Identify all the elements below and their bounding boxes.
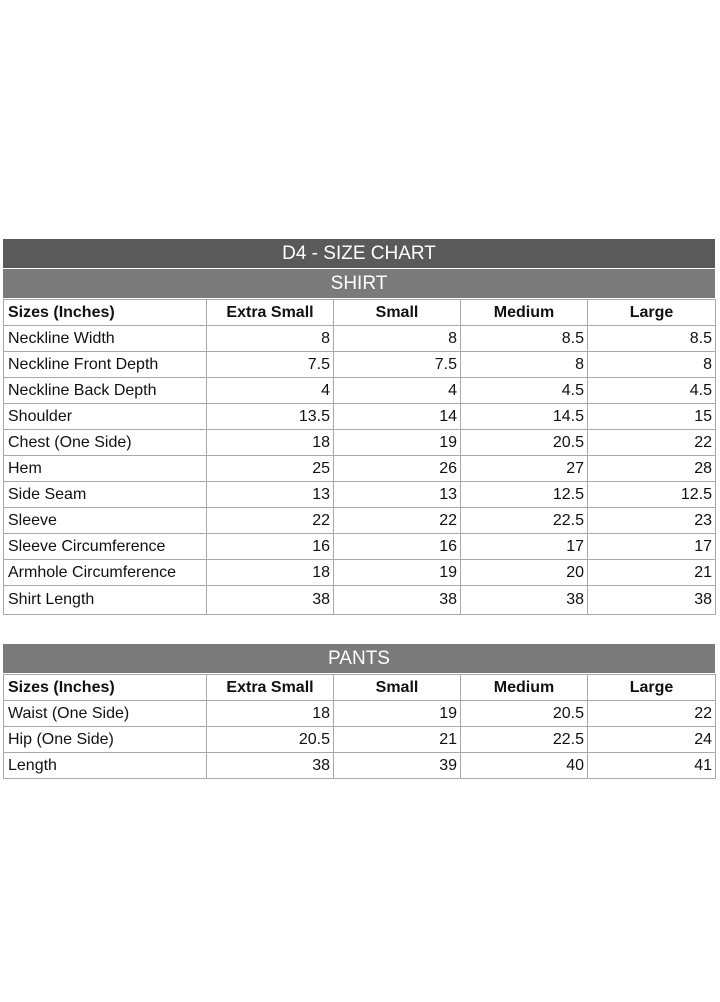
cell-value: 22.5 [461,508,588,534]
row-label: Hip (One Side) [4,727,207,753]
chart-title: D4 - SIZE CHART [3,239,715,269]
shirt-table [3,299,716,615]
cell-value: 24 [588,727,716,753]
cell-value: 4 [207,378,334,404]
table-row [4,456,716,482]
table-row [4,430,716,456]
table-row [4,482,716,508]
cell-value: 14 [334,404,461,430]
cell-value: 19 [334,430,461,456]
cell-value: 13.5 [207,404,334,430]
table-row [4,378,716,404]
cell-value: 18 [207,430,334,456]
cell-value: 17 [461,534,588,560]
pants-size-chart [3,644,715,779]
cell-value: 22 [588,430,716,456]
cell-value: 22.5 [461,727,588,753]
column-header-medium: Medium [461,300,588,326]
cell-value: 38 [207,753,334,779]
cell-value: 12.5 [588,482,716,508]
column-header-large: Large [588,300,716,326]
cell-value: 23 [588,508,716,534]
row-label: Neckline Back Depth [4,378,207,404]
row-label: Armhole Circumference [4,560,207,586]
cell-value: 38 [207,586,334,615]
table-row [4,508,716,534]
cell-value: 16 [207,534,334,560]
cell-value: 19 [334,560,461,586]
cell-value: 38 [588,586,716,615]
cell-value: 16 [334,534,461,560]
cell-value: 41 [588,753,716,779]
cell-value: 20 [461,560,588,586]
cell-value: 39 [334,753,461,779]
row-label: Sleeve Circumference [4,534,207,560]
cell-value: 20.5 [461,430,588,456]
row-label: Shirt Length [4,586,207,615]
pants-table [3,674,716,779]
cell-value: 7.5 [207,352,334,378]
cell-value: 28 [588,456,716,482]
column-header-sizes: Sizes (Inches) [4,675,207,701]
cell-value: 7.5 [334,352,461,378]
cell-value: 22 [588,701,716,727]
table-row [4,560,716,586]
cell-value: 8.5 [461,326,588,352]
cell-value: 8 [207,326,334,352]
row-label: Neckline Width [4,326,207,352]
cell-value: 8 [588,352,716,378]
cell-value: 8 [461,352,588,378]
row-label: Hem [4,456,207,482]
column-header-small: Small [334,300,461,326]
cell-value: 18 [207,560,334,586]
cell-value: 21 [334,727,461,753]
cell-value: 38 [334,586,461,615]
row-label: Length [4,753,207,779]
pants-section-heading: PANTS [3,644,715,674]
cell-value: 22 [334,508,461,534]
cell-value: 15 [588,404,716,430]
column-header-small: Small [334,675,461,701]
cell-value: 20.5 [207,727,334,753]
row-label: Chest (One Side) [4,430,207,456]
cell-value: 13 [334,482,461,508]
cell-value: 38 [461,586,588,615]
cell-value: 27 [461,456,588,482]
row-label: Waist (One Side) [4,701,207,727]
column-header-medium: Medium [461,675,588,701]
row-label: Shoulder [4,404,207,430]
cell-value: 26 [334,456,461,482]
cell-value: 21 [588,560,716,586]
cell-value: 22 [207,508,334,534]
shirt-size-chart [3,239,715,615]
shirt-section-heading: SHIRT [3,269,715,299]
row-label: Side Seam [4,482,207,508]
row-label: Neckline Front Depth [4,352,207,378]
table-row [4,753,716,779]
cell-value: 8.5 [588,326,716,352]
cell-value: 19 [334,701,461,727]
table-row [4,404,716,430]
table-row [4,727,716,753]
cell-value: 8 [334,326,461,352]
column-header-extra-small: Extra Small [207,300,334,326]
column-header-large: Large [588,675,716,701]
table-row [4,534,716,560]
table-row [4,352,716,378]
cell-value: 13 [207,482,334,508]
column-header-extra-small: Extra Small [207,675,334,701]
cell-value: 4.5 [461,378,588,404]
cell-value: 12.5 [461,482,588,508]
cell-value: 40 [461,753,588,779]
cell-value: 4 [334,378,461,404]
table-row [4,326,716,352]
cell-value: 20.5 [461,701,588,727]
column-header-sizes: Sizes (Inches) [4,300,207,326]
cell-value: 14.5 [461,404,588,430]
cell-value: 4.5 [588,378,716,404]
cell-value: 25 [207,456,334,482]
cell-value: 18 [207,701,334,727]
table-row [4,701,716,727]
shirt-header-row [4,300,716,326]
cell-value: 17 [588,534,716,560]
row-label: Sleeve [4,508,207,534]
table-row [4,586,716,615]
pants-header-row [4,675,716,701]
